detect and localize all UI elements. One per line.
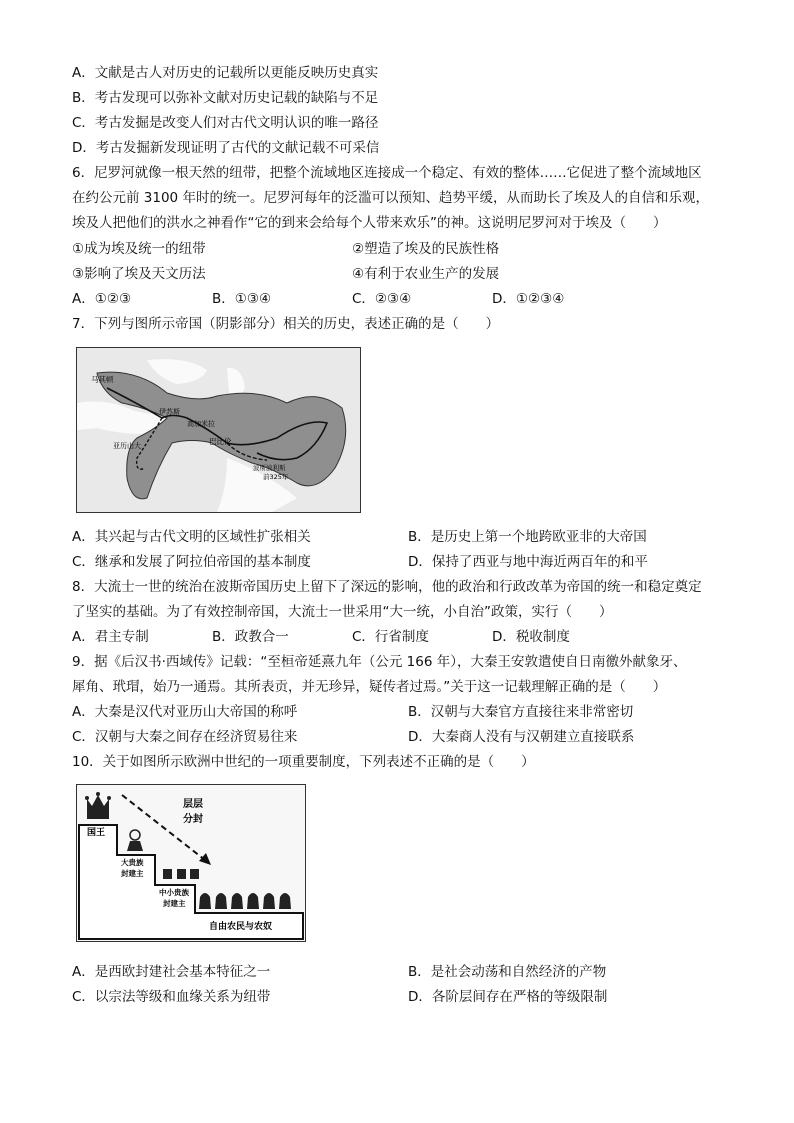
q9-option-b: B．汉朝与大秦官方直接往来非常密切 <box>408 704 634 720</box>
q5-option-b: B．考古发现可以弥补文献对历史记载的缺陷与不足 <box>72 90 379 106</box>
q6-item-4: ④有利于农业生产的发展 <box>352 266 500 282</box>
q8-option-c: C．行省制度 <box>352 629 429 645</box>
q10-option-d: D．各阶层间存在严格的等级限制 <box>408 989 608 1005</box>
map-label-issus: 伊苏斯 <box>159 408 180 416</box>
q7-option-c: C．继承和发展了阿拉伯帝国的基本制度 <box>72 554 311 570</box>
feudal-hierarchy-figure <box>76 784 306 942</box>
q6-stem-line-1: 6．尼罗河就像一根天然的纽带，把整个流域地区连接成一个稳定、有效的整体……它促进了整个流域地区 <box>72 165 702 181</box>
q8-option-d: D．税收制度 <box>492 629 570 645</box>
q5-option-a: A．文献是古人对历史的记载所以更能反映历史真实 <box>72 65 379 81</box>
great-lords-label-2: 封建主 <box>121 869 144 878</box>
king-label: 国王 <box>87 828 106 838</box>
map-label-babylon: 巴比伦 <box>209 437 232 446</box>
q9-option-d: D．大秦商人没有与汉朝建立直接联系 <box>408 729 635 745</box>
q6-option-d: D．①②③④ <box>492 291 565 307</box>
q9-stem-line-1: 9．据《后汉书·西域传》记载：“至桓帝延熹九年（公元 166 年），大秦王安敦遣使自日南徼外献象牙、 <box>72 654 687 670</box>
q10-option-b: B．是社会动荡和自然经济的产物 <box>408 964 607 980</box>
q6-option-a: A．①②③ <box>72 291 132 307</box>
arrow-label-line-1: 层层 <box>183 799 203 810</box>
map-label-macedonia: 马其顿 <box>91 375 114 384</box>
q7-option-d: D．保持了西亚与地中海近两百年的和平 <box>408 554 648 570</box>
map-label-persepolis: 波斯波利斯 <box>253 464 286 472</box>
q10-option-c: C．以宗法等级和血缘关系为纽带 <box>72 989 271 1005</box>
q8-option-a: A．君主专制 <box>72 629 149 645</box>
q6-item-2: ②塑造了埃及的民族性格 <box>352 241 500 257</box>
q10-option-a: A．是西欧封建社会基本特征之一 <box>72 964 271 980</box>
empire-map <box>76 347 361 513</box>
arrow-label-line-2: 分封 <box>183 814 203 825</box>
q9-option-c: C．汉朝与大秦之间存在经济贸易往来 <box>72 729 298 745</box>
q6-item-1: ①成为埃及统一的纽带 <box>72 241 206 257</box>
q9-stem-line-2: 犀角、玳瑁，始乃一通焉。其所表贡，并无珍异，疑传者过焉。”关于这一记载理解正确的是（ ） <box>72 679 667 695</box>
q6-option-b: B．①③④ <box>212 291 272 307</box>
q6-stem-line-3: 埃及人把他们的洪水之神看作“它的到来会给每个人带来欢乐”的神。这说明尼罗河对于埃及（ ） <box>72 215 667 231</box>
map-label-year: 前325年 <box>263 473 289 481</box>
great-lords-label-1: 大贵族 <box>121 858 144 867</box>
q8-stem-line-2: 了坚实的基础。为了有效控制帝国，大流士一世采用“大一统，小自治”政策，实行（ ） <box>72 604 613 620</box>
q8-stem-line-1: 8．大流士一世的统治在波斯帝国历史上留下了深远的影响，他的政治和行政改革为帝国的统一和稳定奠定 <box>72 579 702 595</box>
peasants-label: 自由农民与农奴 <box>209 922 273 932</box>
q7-option-a: A．其兴起与古代文明的区域性扩张相关 <box>72 529 311 545</box>
q7-option-b: B．是历史上第一个地跨欧亚非的大帝国 <box>408 529 647 545</box>
q5-option-d: D．考古发掘新发现证明了古代的文献记载不可采信 <box>72 140 380 156</box>
q8-option-b: B．政教合一 <box>212 629 289 645</box>
q9-option-a: A．大秦是汉代对亚历山大帝国的称呼 <box>72 704 298 720</box>
q6-option-c: C．②③④ <box>352 291 412 307</box>
q6-stem-line-2: 在约公元前 3100 年时的统一。尼罗河每年的泛滥可以预知、趋势平缓，从而助长了埃及人的自信和乐观， <box>72 190 709 206</box>
small-lords-icon <box>163 869 199 879</box>
small-lords-label-2: 封建主 <box>163 899 186 908</box>
map-label-gaugamela: 高加米拉 <box>187 420 215 428</box>
q7-stem: 7．下列与图所示帝国（阴影部分）相关的历史，表述正确的是（ ） <box>72 316 500 332</box>
small-lords-label-1: 中小贵族 <box>159 888 189 897</box>
map-label-alexandria: 亚历山大 <box>113 442 141 450</box>
q6-item-3: ③影响了埃及天文历法 <box>72 266 206 282</box>
q5-option-c: C．考古发掘是改变人们对古代文明认识的唯一路径 <box>72 115 379 131</box>
q10-stem: 10．关于如图所示欧洲中世纪的一项重要制度，下列表述不正确的是（ ） <box>72 754 535 770</box>
